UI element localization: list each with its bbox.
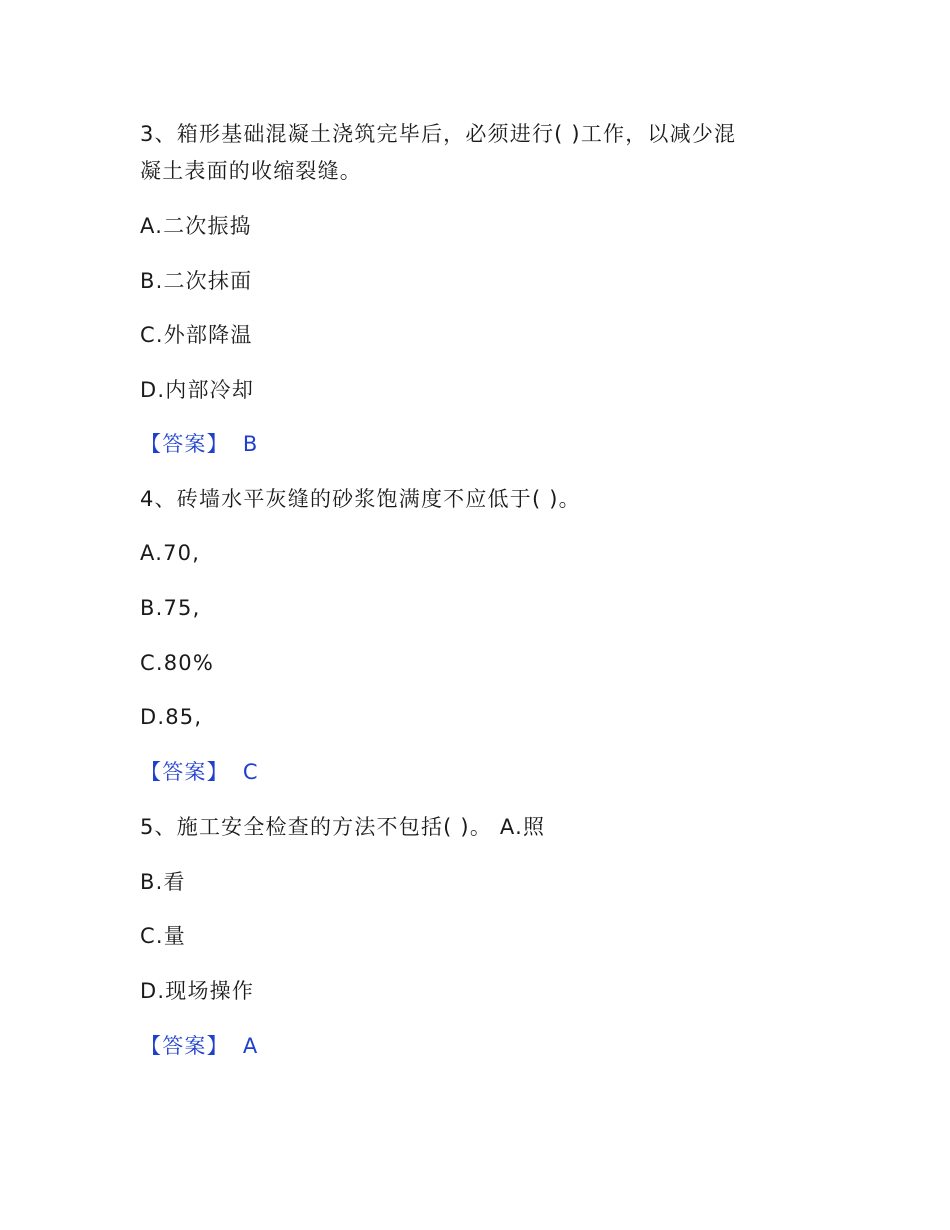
answer-value: A [242, 1034, 259, 1058]
question-4-option-c: C.80% [140, 651, 215, 675]
answer-value: B [242, 432, 259, 456]
question-5-stem-line-1: 5、施工安全检查的方法不包括( )。 A.照 [140, 815, 546, 839]
question-4-option-a: A.70, [140, 541, 201, 565]
question-3-stem-line-1: 3、箱形基础混凝土浇筑完毕后，必须进行( )工作，以减少混 [140, 122, 737, 146]
question-3-option-a: A.二次振捣 [140, 214, 252, 238]
question-5-option-d: D.现场操作 [140, 979, 255, 1003]
question-3-option-b: B.二次抹面 [140, 269, 253, 293]
question-4-option-d: D.85, [140, 705, 203, 729]
answer-value: C [242, 760, 259, 784]
question-5-option-b: B.看 [140, 870, 186, 894]
question-3-option-d: D.内部冷却 [140, 378, 255, 402]
answer-label: 【答案】 [140, 432, 229, 456]
document-page [140, 0, 820, 1230]
question-4-stem-line-1: 4、砖墙水平灰缝的砂浆饱满度不应低于( )。 [140, 487, 581, 511]
question-4-answer [140, 754, 259, 791]
question-3-answer [140, 426, 258, 463]
question-4-option-b: B.75, [140, 596, 201, 620]
question-5-answer [140, 1028, 258, 1065]
answer-label: 【答案】 [140, 760, 229, 784]
answer-label: 【答案】 [140, 1034, 229, 1058]
question-5-option-c: C.量 [140, 924, 186, 948]
question-3-option-c: C.外部降温 [140, 323, 253, 347]
question-3-stem-line-2: 凝土表面的收缩裂缝。 [140, 159, 362, 183]
